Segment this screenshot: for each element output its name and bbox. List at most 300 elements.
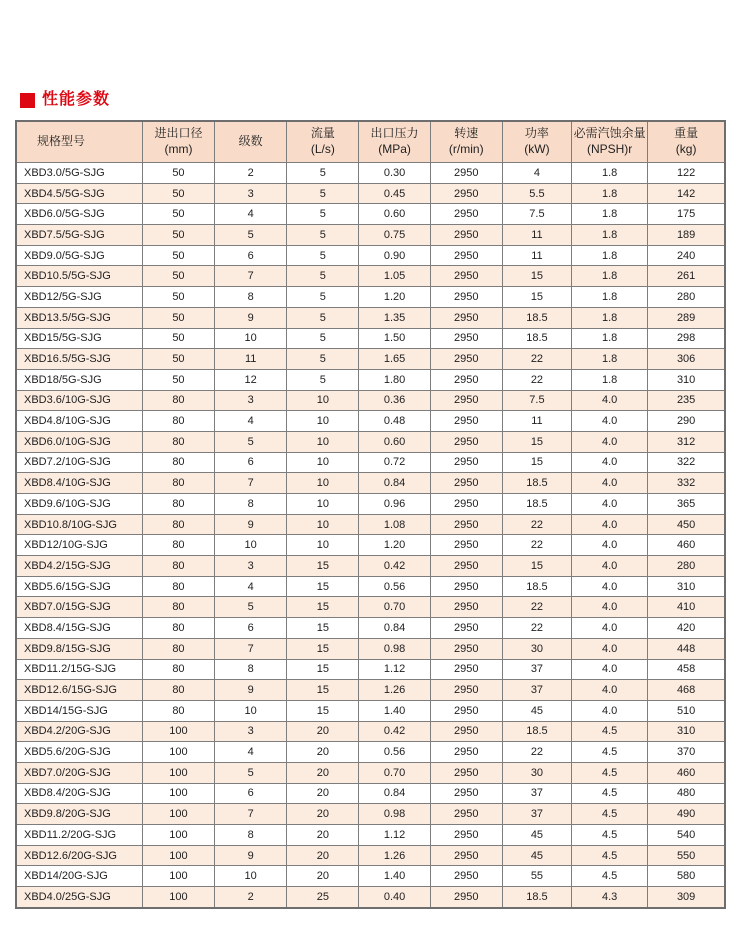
cell-value: 0.30 (359, 163, 430, 184)
cell-model: XBD15/5G-SJG (16, 328, 142, 349)
cell-value: 22 (502, 597, 571, 618)
cell-value: 5 (215, 762, 287, 783)
cell-value: 448 (648, 638, 725, 659)
cell-value: 37 (502, 804, 571, 825)
cell-value: 12 (215, 369, 287, 390)
cell-value: 15 (287, 576, 359, 597)
cell-model: XBD14/15G-SJG (16, 700, 142, 721)
cell-value: 2950 (430, 452, 502, 473)
cell-value: 9 (215, 845, 287, 866)
table-row (16, 825, 725, 846)
cell-value: 2950 (430, 307, 502, 328)
cell-model: XBD5.6/20G-SJG (16, 742, 142, 763)
cell-value: 4.0 (572, 390, 648, 411)
cell-model: XBD12.6/20G-SJG (16, 845, 142, 866)
cell-value: 100 (142, 866, 214, 887)
cell-value: 4.5 (572, 783, 648, 804)
cell-value: 20 (287, 742, 359, 763)
table-row (16, 762, 725, 783)
cell-value: 15 (502, 556, 571, 577)
cell-model: XBD11.2/20G-SJG (16, 825, 142, 846)
cell-value: 4.0 (572, 638, 648, 659)
cell-value: 30 (502, 638, 571, 659)
cell-value: 122 (648, 163, 725, 184)
cell-value: 100 (142, 783, 214, 804)
cell-value: 550 (648, 845, 725, 866)
cell-value: 10 (287, 431, 359, 452)
table-row (16, 576, 725, 597)
cell-value: 4 (502, 163, 571, 184)
cell-value: 4.0 (572, 597, 648, 618)
cell-value: 6 (215, 783, 287, 804)
cell-value: 50 (142, 225, 214, 246)
cell-value: 4.5 (572, 866, 648, 887)
cell-value: 280 (648, 287, 725, 308)
section-title-text: 性能参数 (42, 91, 111, 108)
column-header-model: 规格型号 (16, 121, 142, 163)
cell-value: 309 (648, 887, 725, 908)
cell-value: 4.5 (572, 845, 648, 866)
cell-value: 45 (502, 700, 571, 721)
table-row (16, 680, 725, 701)
cell-value: 1.65 (359, 349, 430, 370)
cell-value: 2 (215, 163, 287, 184)
cell-value: 2950 (430, 204, 502, 225)
cell-value: 10 (287, 494, 359, 515)
cell-value: 0.84 (359, 783, 430, 804)
red-square-icon (20, 93, 35, 108)
cell-value: 50 (142, 307, 214, 328)
cell-value: 290 (648, 411, 725, 432)
cell-value: 310 (648, 576, 725, 597)
cell-value: 2950 (430, 680, 502, 701)
cell-value: 1.8 (572, 163, 648, 184)
cell-value: 80 (142, 514, 214, 535)
cell-value: 15 (287, 556, 359, 577)
cell-value: 100 (142, 804, 214, 825)
cell-model: XBD6.0/10G-SJG (16, 431, 142, 452)
cell-value: 20 (287, 845, 359, 866)
cell-value: 10 (215, 535, 287, 556)
cell-value: 5 (287, 204, 359, 225)
cell-value: 80 (142, 473, 214, 494)
cell-value: 365 (648, 494, 725, 515)
cell-value: 100 (142, 825, 214, 846)
cell-value: 289 (648, 307, 725, 328)
table-row (16, 163, 725, 184)
cell-value: 312 (648, 431, 725, 452)
cell-value: 0.96 (359, 494, 430, 515)
table-row (16, 700, 725, 721)
cell-value: 1.26 (359, 680, 430, 701)
cell-value: 4.5 (572, 721, 648, 742)
cell-value: 1.12 (359, 659, 430, 680)
cell-value: 458 (648, 659, 725, 680)
cell-value: 1.26 (359, 845, 430, 866)
cell-value: 50 (142, 183, 214, 204)
cell-value: 5.5 (502, 183, 571, 204)
cell-value: 2950 (430, 473, 502, 494)
cell-value: 189 (648, 225, 725, 246)
cell-value: 15 (287, 638, 359, 659)
cell-value: 0.40 (359, 887, 430, 908)
cell-model: XBD3.6/10G-SJG (16, 390, 142, 411)
cell-value: 2950 (430, 887, 502, 908)
cell-value: 22 (502, 369, 571, 390)
cell-value: 15 (502, 431, 571, 452)
table-row (16, 887, 725, 908)
cell-model: XBD7.0/15G-SJG (16, 597, 142, 618)
cell-model: XBD12.6/15G-SJG (16, 680, 142, 701)
cell-value: 580 (648, 866, 725, 887)
cell-value: 5 (287, 266, 359, 287)
cell-model: XBD9.8/20G-SJG (16, 804, 142, 825)
cell-value: 37 (502, 659, 571, 680)
cell-value: 4 (215, 742, 287, 763)
cell-value: 1.50 (359, 328, 430, 349)
cell-value: 2950 (430, 783, 502, 804)
cell-value: 55 (502, 866, 571, 887)
cell-value: 80 (142, 618, 214, 639)
cell-value: 8 (215, 825, 287, 846)
cell-value: 0.42 (359, 556, 430, 577)
cell-value: 7 (215, 638, 287, 659)
cell-value: 100 (142, 721, 214, 742)
cell-value: 4.0 (572, 411, 648, 432)
cell-value: 7 (215, 266, 287, 287)
cell-value: 20 (287, 804, 359, 825)
cell-value: 0.84 (359, 618, 430, 639)
cell-value: 240 (648, 245, 725, 266)
column-header-5: 转速 (r/min) (430, 121, 502, 163)
cell-value: 7 (215, 473, 287, 494)
cell-value: 18.5 (502, 887, 571, 908)
cell-value: 235 (648, 390, 725, 411)
cell-value: 37 (502, 783, 571, 804)
table-row (16, 845, 725, 866)
cell-value: 15 (287, 659, 359, 680)
cell-value: 80 (142, 390, 214, 411)
cell-value: 0.60 (359, 204, 430, 225)
cell-value: 80 (142, 411, 214, 432)
cell-value: 0.84 (359, 473, 430, 494)
table-row (16, 638, 725, 659)
cell-value: 0.45 (359, 183, 430, 204)
cell-value: 1.8 (572, 307, 648, 328)
cell-value: 80 (142, 431, 214, 452)
cell-value: 2950 (430, 369, 502, 390)
cell-value: 80 (142, 556, 214, 577)
cell-value: 6 (215, 245, 287, 266)
cell-value: 0.42 (359, 721, 430, 742)
cell-model: XBD9.8/15G-SJG (16, 638, 142, 659)
cell-value: 2950 (430, 721, 502, 742)
cell-value: 45 (502, 825, 571, 846)
cell-value: 5 (287, 225, 359, 246)
cell-value: 1.05 (359, 266, 430, 287)
cell-value: 45 (502, 845, 571, 866)
cell-value: 4.5 (572, 762, 648, 783)
cell-value: 11 (215, 349, 287, 370)
table-body (16, 163, 725, 908)
cell-value: 306 (648, 349, 725, 370)
cell-value: 4.0 (572, 473, 648, 494)
cell-value: 510 (648, 700, 725, 721)
cell-model: XBD4.0/25G-SJG (16, 887, 142, 908)
cell-value: 2950 (430, 576, 502, 597)
cell-value: 1.8 (572, 183, 648, 204)
cell-value: 0.70 (359, 762, 430, 783)
cell-model: XBD8.4/20G-SJG (16, 783, 142, 804)
cell-value: 2950 (430, 556, 502, 577)
cell-value: 8 (215, 659, 287, 680)
cell-value: 5 (287, 163, 359, 184)
cell-value: 490 (648, 804, 725, 825)
cell-model: XBD13.5/5G-SJG (16, 307, 142, 328)
cell-value: 2950 (430, 700, 502, 721)
cell-value: 298 (648, 328, 725, 349)
table-row (16, 721, 725, 742)
cell-value: 0.98 (359, 638, 430, 659)
cell-value: 18.5 (502, 721, 571, 742)
table-row (16, 204, 725, 225)
table-row (16, 866, 725, 887)
cell-value: 2950 (430, 494, 502, 515)
cell-value: 8 (215, 494, 287, 515)
cell-value: 2950 (430, 597, 502, 618)
table-row (16, 245, 725, 266)
cell-model: XBD8.4/10G-SJG (16, 473, 142, 494)
cell-value: 30 (502, 762, 571, 783)
table-row (16, 390, 725, 411)
cell-value: 37 (502, 680, 571, 701)
cell-model: XBD4.2/20G-SJG (16, 721, 142, 742)
cell-value: 50 (142, 266, 214, 287)
cell-value: 50 (142, 328, 214, 349)
cell-value: 4.5 (572, 742, 648, 763)
table-row (16, 452, 725, 473)
cell-value: 80 (142, 597, 214, 618)
cell-value: 7.5 (502, 390, 571, 411)
table-row (16, 597, 725, 618)
cell-model: XBD9.0/5G-SJG (16, 245, 142, 266)
cell-value: 1.20 (359, 535, 430, 556)
cell-model: XBD18/5G-SJG (16, 369, 142, 390)
cell-value: 9 (215, 514, 287, 535)
cell-value: 1.8 (572, 369, 648, 390)
cell-value: 11 (502, 411, 571, 432)
table-row (16, 307, 725, 328)
cell-value: 2950 (430, 762, 502, 783)
cell-value: 9 (215, 307, 287, 328)
cell-value: 18.5 (502, 307, 571, 328)
cell-value: 3 (215, 390, 287, 411)
column-header-7: 必需汽蚀余量 (NPSH)r (572, 121, 648, 163)
cell-value: 20 (287, 762, 359, 783)
cell-value: 80 (142, 659, 214, 680)
table-row (16, 618, 725, 639)
cell-value: 1.20 (359, 287, 430, 308)
cell-value: 1.08 (359, 514, 430, 535)
cell-value: 310 (648, 369, 725, 390)
cell-value: 100 (142, 887, 214, 908)
cell-model: XBD3.0/5G-SJG (16, 163, 142, 184)
cell-value: 480 (648, 783, 725, 804)
performance-spec-table (15, 120, 726, 909)
cell-model: XBD12/10G-SJG (16, 535, 142, 556)
cell-value: 4.3 (572, 887, 648, 908)
cell-value: 11 (502, 225, 571, 246)
cell-value: 540 (648, 825, 725, 846)
cell-value: 2950 (430, 245, 502, 266)
cell-value: 2 (215, 887, 287, 908)
cell-value: 0.70 (359, 597, 430, 618)
cell-value: 2950 (430, 287, 502, 308)
cell-value: 2950 (430, 225, 502, 246)
cell-value: 2950 (430, 514, 502, 535)
cell-value: 5 (287, 369, 359, 390)
cell-value: 5 (287, 183, 359, 204)
cell-model: XBD8.4/15G-SJG (16, 618, 142, 639)
cell-value: 10 (215, 866, 287, 887)
cell-value: 22 (502, 349, 571, 370)
cell-value: 8 (215, 287, 287, 308)
cell-value: 0.98 (359, 804, 430, 825)
cell-value: 22 (502, 535, 571, 556)
cell-value: 5 (215, 431, 287, 452)
cell-value: 0.36 (359, 390, 430, 411)
cell-model: XBD14/20G-SJG (16, 866, 142, 887)
cell-value: 175 (648, 204, 725, 225)
cell-model: XBD7.5/5G-SJG (16, 225, 142, 246)
cell-model: XBD4.2/15G-SJG (16, 556, 142, 577)
cell-value: 10 (215, 328, 287, 349)
cell-model: XBD9.6/10G-SJG (16, 494, 142, 515)
table-header-row (16, 121, 725, 163)
cell-value: 3 (215, 721, 287, 742)
cell-value: 4.0 (572, 535, 648, 556)
cell-value: 15 (287, 597, 359, 618)
cell-value: 2950 (430, 163, 502, 184)
cell-value: 2950 (430, 804, 502, 825)
cell-value: 332 (648, 473, 725, 494)
table-row (16, 411, 725, 432)
cell-value: 2950 (430, 328, 502, 349)
cell-value: 4.0 (572, 680, 648, 701)
cell-value: 15 (502, 287, 571, 308)
table-header (16, 121, 725, 163)
cell-value: 10 (287, 473, 359, 494)
cell-value: 10 (287, 535, 359, 556)
cell-value: 4.0 (572, 618, 648, 639)
cell-value: 1.8 (572, 245, 648, 266)
cell-value: 22 (502, 618, 571, 639)
cell-value: 25 (287, 887, 359, 908)
cell-value: 15 (287, 618, 359, 639)
cell-value: 11 (502, 245, 571, 266)
cell-value: 0.75 (359, 225, 430, 246)
cell-value: 15 (502, 452, 571, 473)
cell-value: 2950 (430, 411, 502, 432)
cell-value: 22 (502, 514, 571, 535)
column-header-2: 级数 (215, 121, 287, 163)
cell-value: 80 (142, 535, 214, 556)
cell-value: 10 (287, 452, 359, 473)
cell-value: 9 (215, 680, 287, 701)
cell-model: XBD4.5/5G-SJG (16, 183, 142, 204)
cell-model: XBD10.8/10G-SJG (16, 514, 142, 535)
cell-value: 50 (142, 204, 214, 225)
cell-value: 2950 (430, 866, 502, 887)
table-row (16, 783, 725, 804)
cell-value: 15 (502, 266, 571, 287)
cell-value: 4.0 (572, 576, 648, 597)
cell-value: 142 (648, 183, 725, 204)
table-row (16, 431, 725, 452)
cell-value: 18.5 (502, 576, 571, 597)
cell-model: XBD10.5/5G-SJG (16, 266, 142, 287)
cell-value: 1.8 (572, 328, 648, 349)
cell-value: 100 (142, 762, 214, 783)
cell-value: 370 (648, 742, 725, 763)
cell-value: 1.40 (359, 866, 430, 887)
cell-value: 3 (215, 556, 287, 577)
table-row (16, 473, 725, 494)
cell-value: 0.90 (359, 245, 430, 266)
cell-value: 4.5 (572, 804, 648, 825)
cell-value: 2950 (430, 742, 502, 763)
cell-model: XBD12/5G-SJG (16, 287, 142, 308)
table-row (16, 514, 725, 535)
cell-value: 4.0 (572, 431, 648, 452)
column-header-1: 进出口径 (mm) (142, 121, 214, 163)
cell-value: 4.0 (572, 556, 648, 577)
cell-value: 50 (142, 287, 214, 308)
cell-value: 6 (215, 618, 287, 639)
cell-value: 5 (287, 307, 359, 328)
cell-value: 468 (648, 680, 725, 701)
table-row (16, 804, 725, 825)
cell-value: 18.5 (502, 494, 571, 515)
cell-value: 50 (142, 163, 214, 184)
cell-value: 0.48 (359, 411, 430, 432)
cell-value: 80 (142, 576, 214, 597)
cell-model: XBD7.2/10G-SJG (16, 452, 142, 473)
cell-model: XBD6.0/5G-SJG (16, 204, 142, 225)
cell-value: 15 (287, 700, 359, 721)
cell-value: 4 (215, 576, 287, 597)
cell-value: 10 (215, 700, 287, 721)
cell-value: 5 (287, 287, 359, 308)
cell-value: 80 (142, 452, 214, 473)
cell-value: 2950 (430, 266, 502, 287)
cell-value: 100 (142, 742, 214, 763)
cell-value: 10 (287, 514, 359, 535)
table-row (16, 183, 725, 204)
cell-model: XBD16.5/5G-SJG (16, 349, 142, 370)
cell-value: 0.56 (359, 576, 430, 597)
cell-value: 20 (287, 783, 359, 804)
cell-value: 2950 (430, 535, 502, 556)
cell-value: 1.35 (359, 307, 430, 328)
cell-value: 3 (215, 183, 287, 204)
cell-value: 10 (287, 411, 359, 432)
cell-value: 7 (215, 804, 287, 825)
cell-value: 1.8 (572, 266, 648, 287)
cell-value: 1.80 (359, 369, 430, 390)
table-row (16, 225, 725, 246)
cell-model: XBD7.0/20G-SJG (16, 762, 142, 783)
